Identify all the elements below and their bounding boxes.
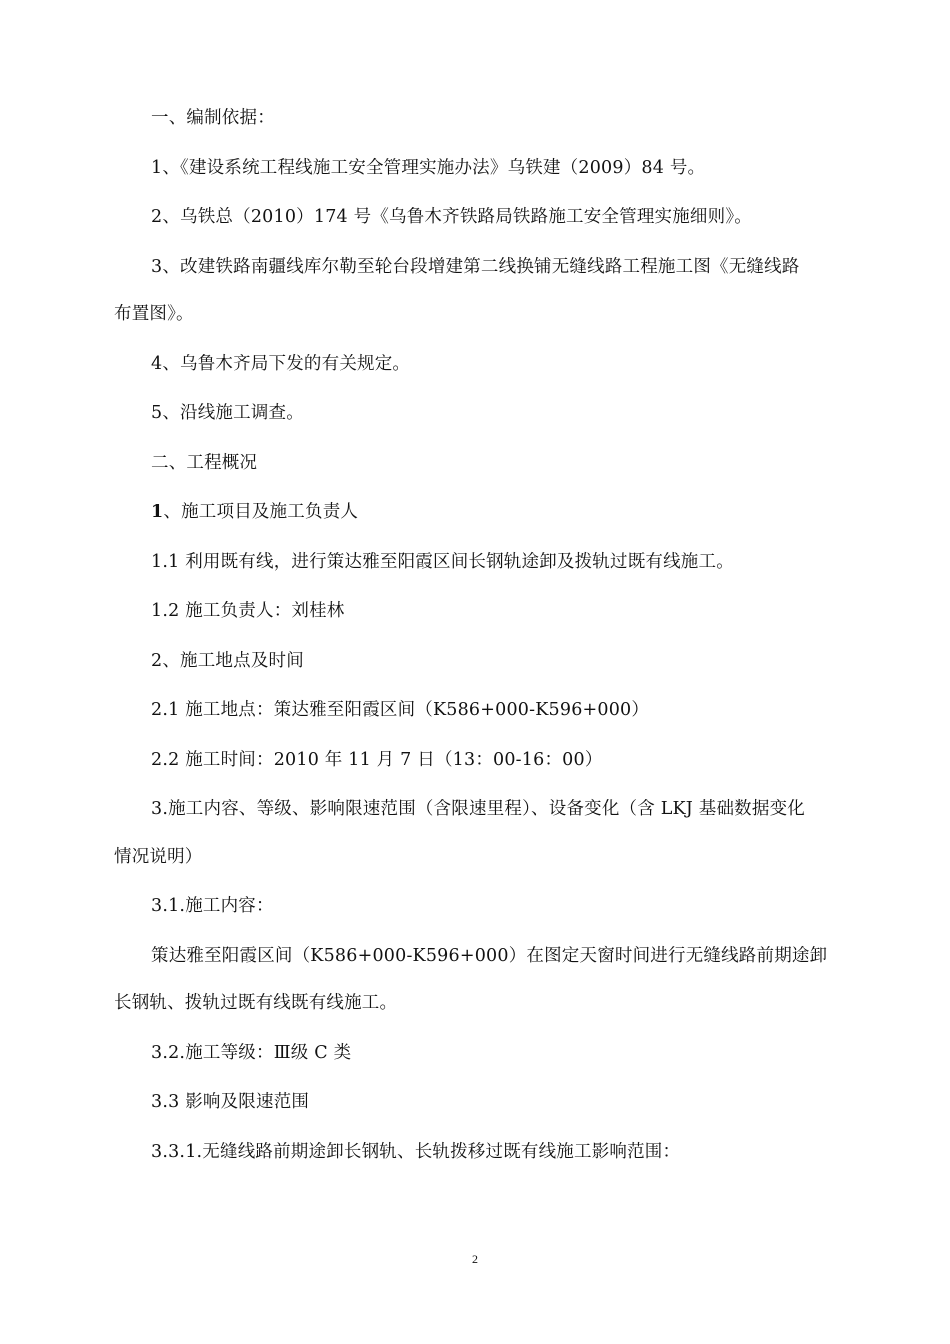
time-item-2-2: 2.2 施工时间：2010 年 11 月 7 日（13：00-16：00）	[151, 749, 603, 770]
grade-item-3-2: 3.2.施工等级：Ⅲ级 C 类	[151, 1042, 352, 1063]
impact-item-3-3-1: 3.3.1.无缝线路前期途卸长钢轨、长轨拨移过既有线施工影响范围：	[151, 1141, 681, 1162]
page-number: 2	[472, 1252, 478, 1266]
basis-item-4: 4、乌鲁木齐局下发的有关规定。	[151, 353, 411, 374]
project-item-1-1: 1.1 利用既有线，进行策达雅至阳霞区间长钢轨途卸及拨轨过既有线施工。	[151, 551, 734, 572]
content-item-3-1: 3.1.施工内容：	[151, 896, 274, 916]
subsection-number: 1	[151, 502, 164, 522]
document-body	[114, 105, 854, 1188]
subsection-heading-content-continued: 情况说明）	[114, 846, 203, 867]
basis-item-3-continued: 布置图》。	[114, 304, 194, 324]
location-item-2-1: 2.1 施工地点：策达雅至阳霞区间（K586+000-K596+000）	[151, 700, 650, 720]
subsection-heading-location-time: 2、施工地点及时间	[151, 650, 304, 671]
impact-item-3-3: 3.3 影响及限速范围	[151, 1092, 310, 1112]
content-paragraph-continued: 长钢轨、拨轨过既有线既有线施工。	[114, 993, 398, 1013]
subsection-heading-content: 3.施工内容、等级、影响限速范围（含限速里程）、设备变化（含 LKJ 基础数据变化	[151, 799, 805, 819]
project-item-1-2: 1.2 施工负责人：刘桂林	[151, 601, 345, 621]
section-heading-basis: 一、编制依据：	[151, 108, 275, 128]
subsection-title: 、施工项目及施工负责人	[163, 502, 359, 522]
basis-item-5: 5、沿线施工调查。	[151, 403, 304, 423]
subsection-heading-project	[114, 499, 854, 525]
basis-item-2: 2、乌铁总（2010）174 号《乌鲁木齐铁路局铁路施工安全管理实施细则》。	[151, 207, 752, 227]
basis-item-3: 3、改建铁路南疆线库尔勒至轮台段增建第二线换铺无缝线路工程施工图《无缝线路	[151, 256, 800, 277]
section-heading-overview: 二、工程概况	[151, 452, 258, 473]
content-paragraph: 策达雅至阳霞区间（K586+000-K596+000）在图定天窗时间进行无缝线路前期途卸	[151, 945, 828, 966]
basis-item-1: 1、《建设系统工程线施工安全管理实施办法》乌铁建（2009）84 号。	[151, 157, 706, 178]
